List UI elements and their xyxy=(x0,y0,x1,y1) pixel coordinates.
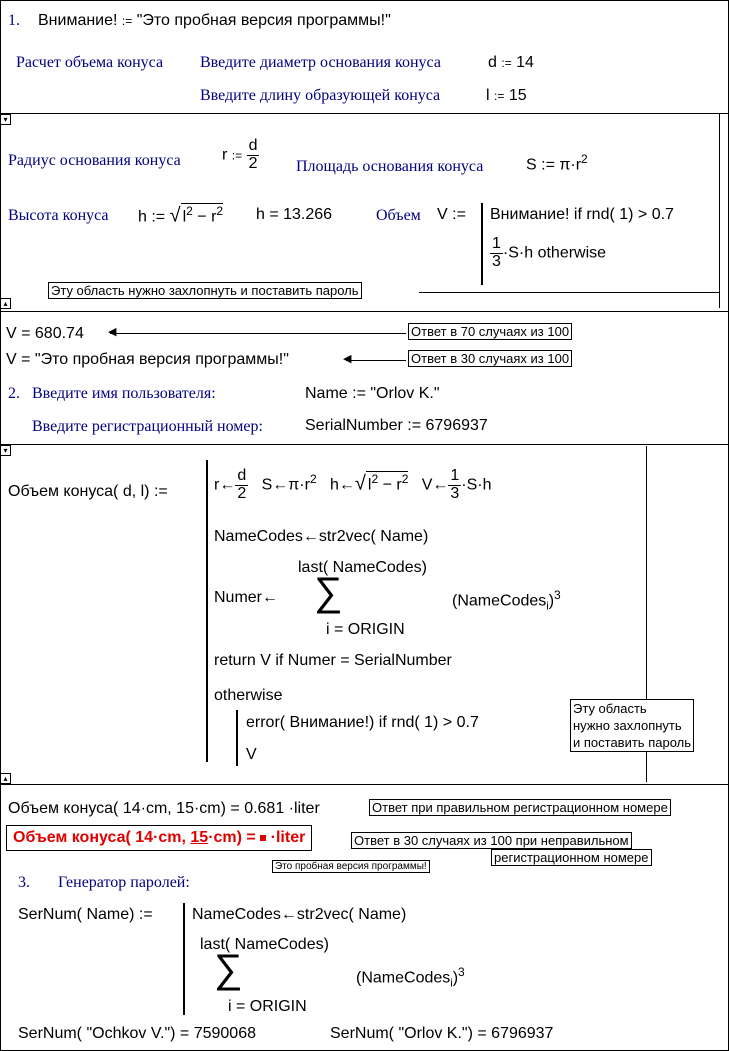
v-line: V xyxy=(246,746,257,763)
area-bottom-line xyxy=(0,784,729,785)
assign-operator: := xyxy=(121,14,133,28)
eval-part: Объем конуса( 14·cm, xyxy=(13,829,191,846)
diameter-value: 14 xyxy=(516,54,534,71)
name-input[interactable]: Name := "Orlov K." xyxy=(305,385,440,402)
area-expression xyxy=(526,152,588,174)
eval-correct: Объем конуса( 14·cm, 15·cm) = 0.681 ·liter xyxy=(8,800,320,817)
arrow-line xyxy=(346,360,406,361)
numer-assign: Numer← xyxy=(214,589,279,606)
inner-bracket xyxy=(236,710,238,766)
exp: 3 xyxy=(554,588,561,602)
radius-definition: r := $\frac{d}{2}$ xyxy=(222,137,258,172)
note-line-2: нужно захлопнуть xyxy=(573,718,682,733)
collapse-note-2 xyxy=(570,699,694,752)
collapse-arrow-icon[interactable]: ▾ xyxy=(0,114,11,125)
sernum-eval-2: SerNum( "Orlov K.") = 6796937 xyxy=(330,1025,554,1042)
frac-num: d xyxy=(237,467,247,484)
radius-label: Радиус основания конуса xyxy=(8,152,181,169)
warning-variable xyxy=(38,12,391,30)
frac-num: 1 xyxy=(492,235,501,252)
frac-num: 1 xyxy=(450,467,460,484)
h-assign: h← xyxy=(329,476,355,494)
volume-branch-1: Внимание! if rnd( 1) > 0.7 xyxy=(490,206,674,223)
s-assign: S←π·r xyxy=(261,476,310,494)
sum-lower-limit: i = ORIGIN xyxy=(228,998,307,1015)
sh-text: ·S·h xyxy=(461,476,492,494)
height-definition: h := √ $l^2 - r^2$ xyxy=(138,204,224,227)
volume-result-1: V = 680.74 xyxy=(6,325,84,342)
note-correct-serial: Ответ при правильном регистрационном номере xyxy=(369,799,671,816)
volume-function-def: Объем конуса( d, l) := xyxy=(8,483,168,500)
diameter-input[interactable] xyxy=(488,54,534,72)
sum-upper-limit: last( NameCodes) xyxy=(298,559,427,576)
frac-den: 2 xyxy=(248,154,258,172)
frac-den: 3 xyxy=(450,484,460,502)
error-tooltip: Это пробная версия программы! xyxy=(272,860,430,873)
sum-sign: ∑ xyxy=(314,570,343,614)
assign-operator: := xyxy=(494,89,505,103)
exp: 2 xyxy=(309,472,317,487)
eval-part: ·liter xyxy=(266,829,306,846)
note-wrong-serial-2: регистрационном номере xyxy=(491,849,652,866)
area-top-line xyxy=(0,444,729,445)
note-line-3: и поставить пароль xyxy=(573,735,691,750)
area-label: Площадь основания конуса xyxy=(296,158,484,175)
program-line-2: NameCodes←str2vec( Name) xyxy=(214,528,429,545)
program-bracket xyxy=(206,460,208,762)
h-def: h := xyxy=(138,208,166,226)
exp: 2 xyxy=(216,204,224,218)
term: (NameCodes xyxy=(356,969,451,987)
sum-term xyxy=(452,588,561,613)
sum-upper-limit: last( NameCodes) xyxy=(200,936,329,953)
eval-part: 15 xyxy=(190,829,209,846)
minus: − xyxy=(197,208,207,226)
area-expr: S := π·r xyxy=(526,156,582,174)
section-1-number: 1. xyxy=(8,12,20,29)
warning-name: Внимание! xyxy=(38,12,118,29)
volume-result-2: V = "Это пробная версия программы!" xyxy=(6,351,289,368)
note-wrong-serial-1: Ответ в 30 случаях из 100 при неправильном xyxy=(351,832,632,849)
sum-term xyxy=(356,965,465,990)
volume-branch-2 xyxy=(490,236,606,271)
r-assign: r← xyxy=(214,476,236,494)
calc-title: Расчет объема конуса xyxy=(16,54,164,71)
note-line-1: Эту область xyxy=(573,701,647,716)
volume-def: V := xyxy=(437,206,466,223)
frac-den: 2 xyxy=(237,484,247,502)
program-bracket xyxy=(481,203,483,285)
diameter-prompt: Введите диаметр основания конуса xyxy=(200,54,441,71)
program-line-1: r← $\frac{d}{2}$ $S\leftarrow\pi\cdot r^2$ h←√ $l^2 - r^2$ V← $\frac{1}{3}$ ·S·h xyxy=(214,467,492,502)
diameter-name: d xyxy=(488,54,497,71)
program-bracket xyxy=(183,903,185,1015)
exponent: 2 xyxy=(581,152,588,166)
return-line: return V if Numer = SerialNumber xyxy=(214,652,452,669)
expand-arrow-icon[interactable]: ▴ xyxy=(0,298,11,309)
length-prompt: Введите длину образующей конуса xyxy=(200,87,441,104)
d-over-2 xyxy=(247,138,260,173)
paren: ) xyxy=(548,592,555,610)
collapse-note-1: Эту область нужно захлопнуть и поставить пароль xyxy=(48,282,362,299)
rad-l: l xyxy=(182,208,187,226)
arrow-left-icon: ◀ xyxy=(343,353,352,365)
term: (NameCodes xyxy=(452,592,547,610)
eval-error[interactable] xyxy=(6,825,312,851)
section-3-number: 3. xyxy=(18,874,30,891)
length-value: 15 xyxy=(508,87,527,104)
note-30-percent: Ответ в 30 случаях из 100 xyxy=(408,350,572,367)
length-input[interactable] xyxy=(486,87,527,105)
exp: 3 xyxy=(458,965,465,979)
index: i xyxy=(546,600,549,613)
note-70-percent: Ответ в 70 случаях из 100 xyxy=(408,323,572,340)
otherwise-line: otherwise xyxy=(214,687,283,704)
length-name: l xyxy=(486,87,490,104)
index: i xyxy=(450,977,453,990)
area-span-arrow xyxy=(719,114,720,308)
v-assign: V← xyxy=(421,476,449,494)
error-line: error( Внимание!) if rnd( 1) > 0.7 xyxy=(246,714,479,731)
sernum-function-def: SerNum( Name) := xyxy=(18,906,153,923)
exp: 2 xyxy=(186,204,193,218)
volume-label: Объем xyxy=(376,207,421,224)
section-3-title: Генератор паролей: xyxy=(58,874,190,891)
expand-arrow-icon[interactable]: ▴ xyxy=(0,773,11,784)
frac-den: 3 xyxy=(492,252,501,270)
branch-2-text: ·S·h otherwise xyxy=(502,244,607,262)
rad-r: r xyxy=(211,208,217,226)
height-result: h = 13.266 xyxy=(256,206,333,223)
height-label: Высота конуса xyxy=(8,207,109,224)
warning-value: "Это пробная версия программы!" xyxy=(136,12,391,29)
sum-sign: ∑ xyxy=(214,947,243,991)
name-prompt: Введите имя пользователя: xyxy=(32,385,216,402)
arrow-left-icon: ◀ xyxy=(108,326,117,338)
assign-operator: := xyxy=(501,56,512,70)
sernum-line-1: NameCodes←str2vec( Name) xyxy=(192,906,407,923)
serial-input[interactable]: SerialNumber := 6796937 xyxy=(305,417,488,434)
frac-num: d xyxy=(248,137,258,154)
eval-part: ·cm) = xyxy=(208,829,261,846)
collapse-arrow-icon[interactable]: ▾ xyxy=(0,445,11,456)
paren: ) xyxy=(452,969,459,987)
section-2-number: 2. xyxy=(8,385,20,402)
sum-lower-limit: i = ORIGIN xyxy=(326,621,405,638)
area-top-line xyxy=(0,113,729,114)
r-symbol: r xyxy=(222,146,228,164)
sernum-eval-1: SerNum( "Ochkov V.") = 7590068 xyxy=(18,1025,256,1042)
serial-prompt: Введите регистрационный номер: xyxy=(32,418,263,435)
arrow-line xyxy=(110,333,406,334)
area-bottom-line xyxy=(0,311,729,312)
note-line xyxy=(419,292,719,293)
